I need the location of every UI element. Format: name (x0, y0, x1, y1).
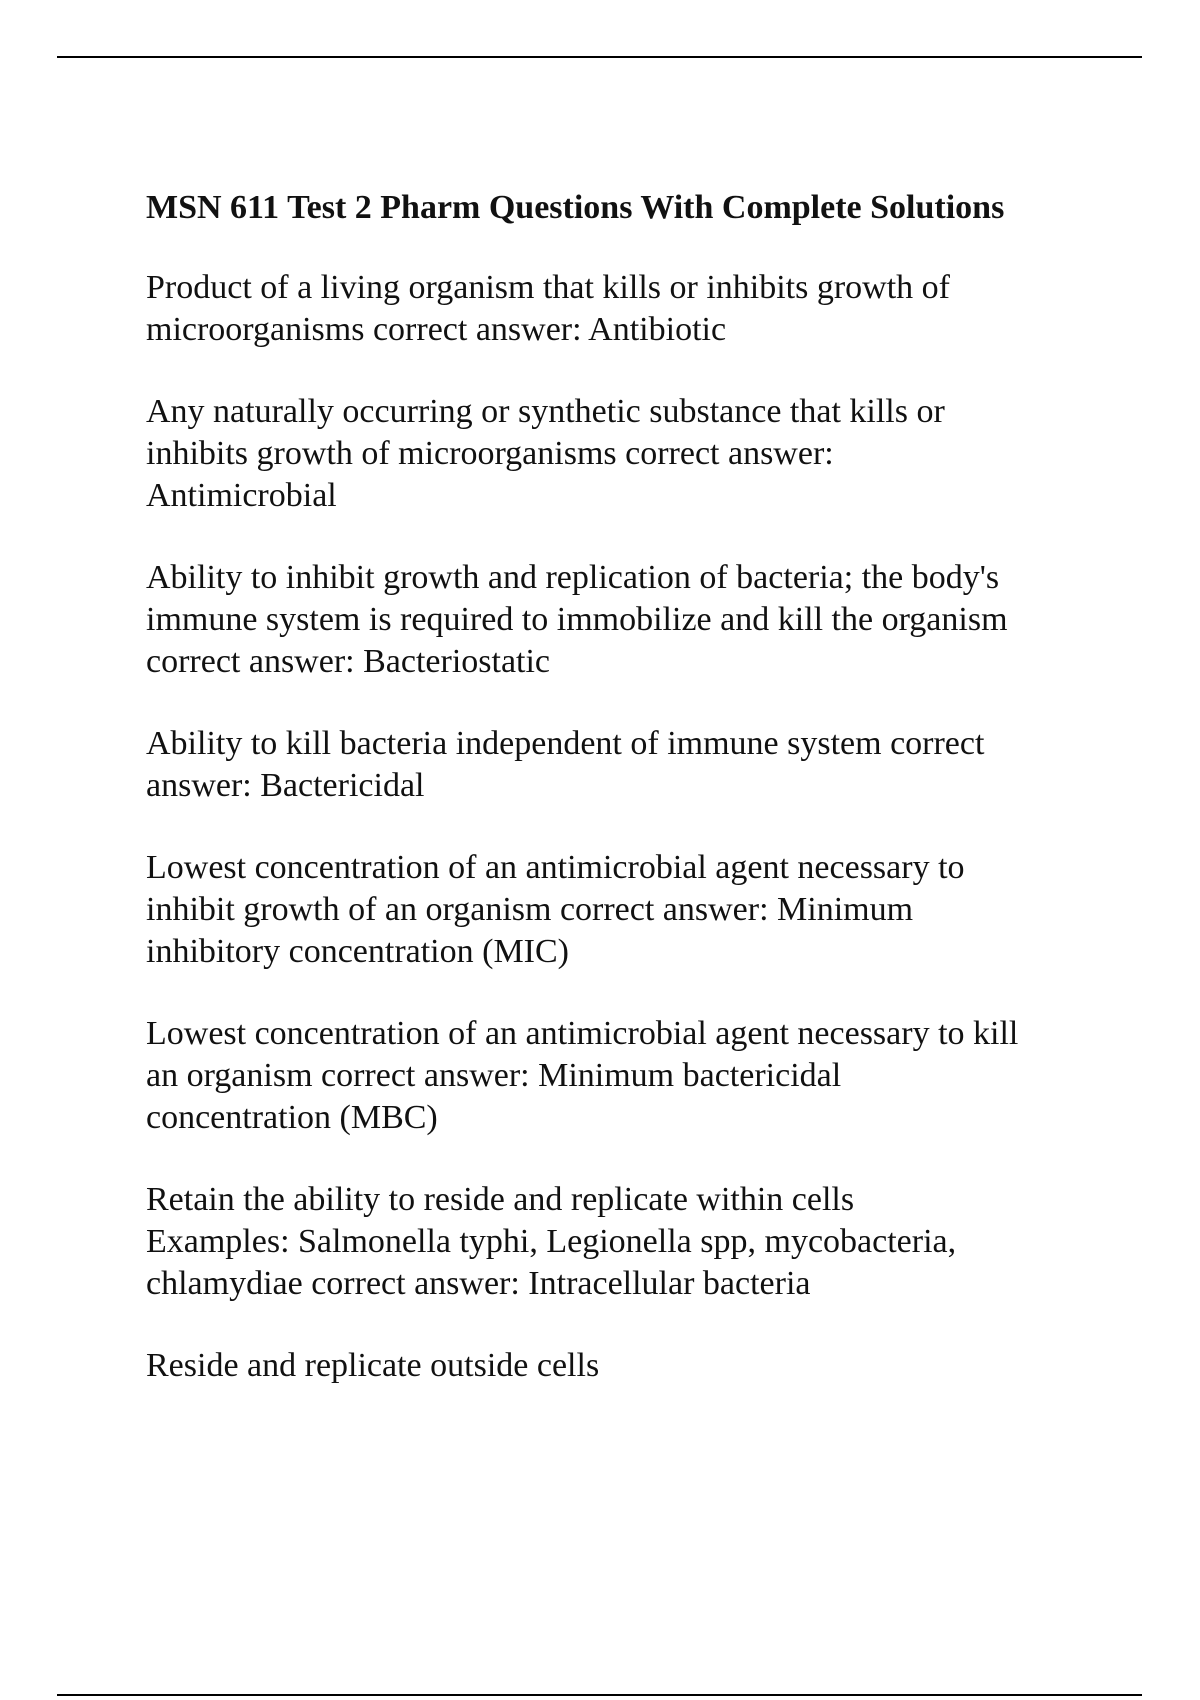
qa-line: Lowest concentration of an antimicrobial agent necessary to (146, 849, 965, 886)
document-body (146, 186, 1106, 1427)
qa-line: chlamydiae correct answer: Intracellular bacteria (146, 1265, 811, 1302)
qa-entry-7 (146, 1179, 1106, 1305)
qa-line: immune system is required to immobilize and kill the organism (146, 601, 1008, 638)
qa-line: Ability to kill bacteria independent of immune system correct (146, 725, 985, 762)
qa-line: Reside and replicate outside cells (146, 1347, 600, 1384)
bottom-divider (57, 1694, 1142, 1696)
qa-line: inhibits growth of microorganisms correct answer: (146, 435, 834, 472)
qa-entry-3 (146, 557, 1106, 683)
qa-line: Retain the ability to reside and replicate within cells (146, 1181, 855, 1218)
qa-line: Lowest concentration of an antimicrobial agent necessary to kill (146, 1015, 1019, 1052)
qa-line: Any naturally occurring or synthetic substance that kills or (146, 393, 945, 430)
qa-line: an organism correct answer: Minimum bactericidal (146, 1057, 842, 1094)
qa-line: Ability to inhibit growth and replication of bacteria; the body's (146, 559, 1000, 596)
qa-line: concentration (MBC) (146, 1099, 438, 1136)
qa-line: inhibit growth of an organism correct answer: Minimum (146, 891, 914, 928)
qa-line: correct answer: Bacteriostatic (146, 643, 551, 680)
top-divider (57, 56, 1142, 58)
qa-line: Product of a living organism that kills or inhibits growth of (146, 269, 950, 306)
qa-entry-4 (146, 723, 1106, 807)
qa-line: Examples: Salmonella typhi, Legionella spp, mycobacteria, (146, 1223, 957, 1260)
qa-line: answer: Bactericidal (146, 767, 425, 804)
qa-entry-1 (146, 267, 1106, 351)
qa-entry-6 (146, 1013, 1106, 1139)
qa-entry-2 (146, 391, 1106, 517)
qa-entry-5 (146, 847, 1106, 973)
qa-line: inhibitory concentration (MIC) (146, 933, 570, 970)
qa-entry-8 (146, 1345, 1106, 1387)
qa-line: Antimicrobial (146, 477, 337, 514)
page-title: MSN 611 Test 2 Pharm Questions With Complete Solutions (146, 189, 1005, 226)
qa-line: microorganisms correct answer: Antibiotic (146, 311, 727, 348)
